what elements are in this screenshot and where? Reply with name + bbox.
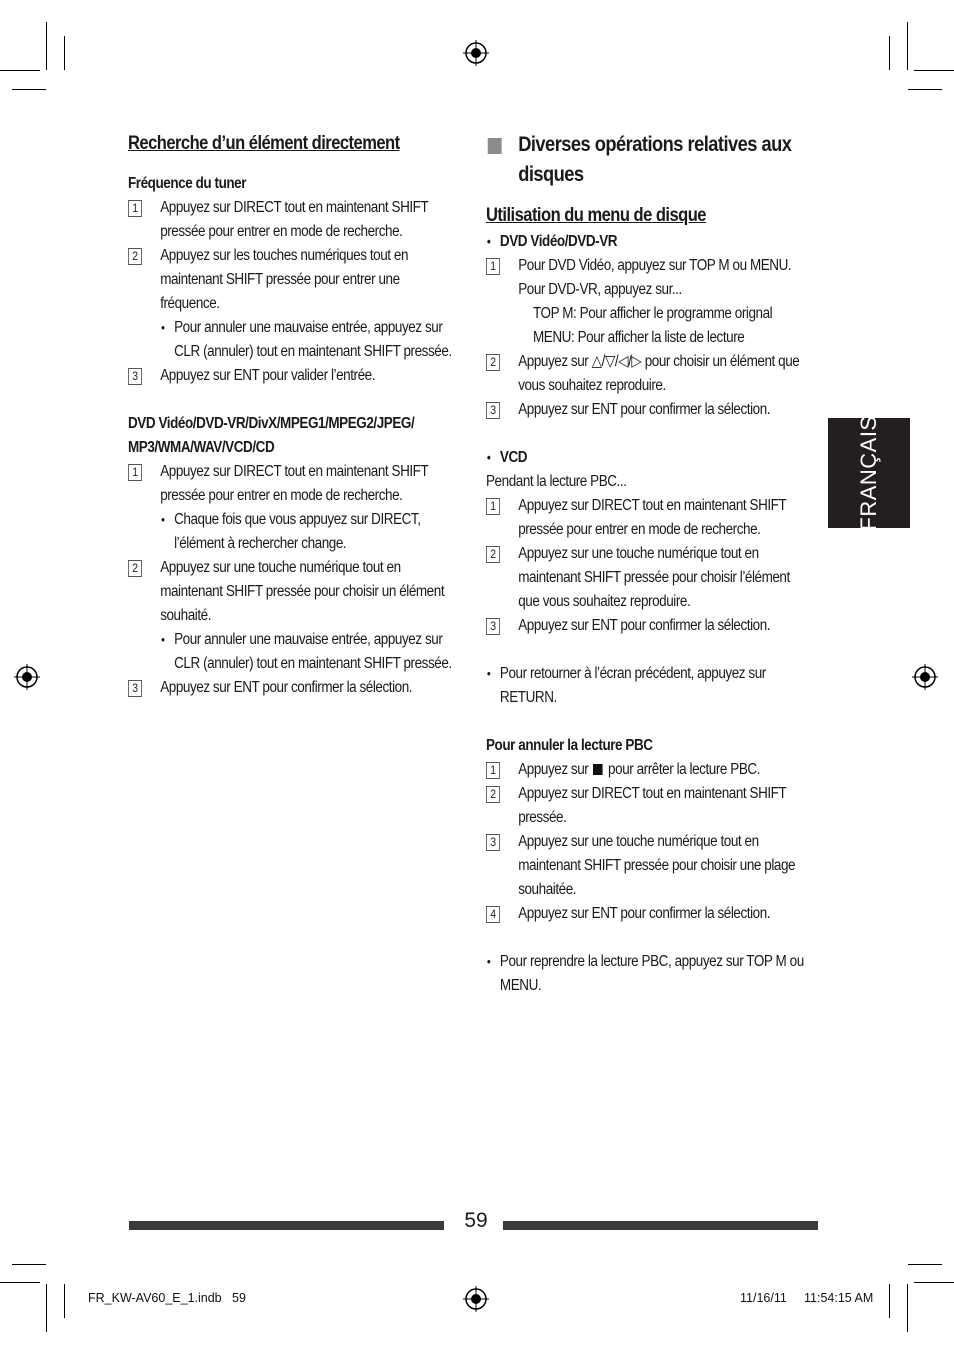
- note-text: Pour reprendre la lecture PBC, appuyez sur TOP M ou MENU.: [499, 953, 804, 994]
- note-bullet: [160, 508, 454, 556]
- crop-mark: [64, 1284, 65, 1318]
- crop-mark: [889, 1284, 890, 1318]
- step-item: [128, 244, 454, 316]
- note-bullet: [160, 628, 454, 676]
- stop-icon: [593, 764, 603, 775]
- crop-mark: [914, 70, 954, 71]
- step-number: 2: [486, 354, 500, 371]
- crop-mark: [907, 1284, 908, 1332]
- language-tab: [828, 415, 910, 531]
- note-bullet: [160, 316, 454, 364]
- step-number: 1: [128, 200, 142, 217]
- step-number: 3: [128, 680, 142, 697]
- step-item: [486, 254, 808, 302]
- page-bar-right: [503, 1221, 818, 1230]
- crop-mark: [908, 1264, 942, 1265]
- option-line: TOP M: Pour afficher le programme orignal: [532, 305, 773, 322]
- page-bar-left: [129, 1221, 444, 1230]
- step-item: [128, 364, 454, 388]
- step-text: Appuyez sur une touche numérique tout en maintenant SHIFT pressée pour choisir l’élément que vous souhaitez reproduire.: [518, 545, 790, 610]
- subsection-title: Fréquence du tuner: [128, 175, 247, 192]
- step-item: [486, 902, 808, 926]
- section-heading: Recherche d’un élément directement: [128, 133, 400, 154]
- step-number: 2: [486, 786, 500, 803]
- crop-mark: [0, 70, 40, 71]
- step-text: Appuyez sur: [518, 761, 589, 778]
- left-column: [128, 130, 463, 700]
- step-text: Appuyez sur: [518, 353, 589, 370]
- step-number: 1: [128, 464, 142, 481]
- step-text: Appuyez sur ENT pour confirmer la sélection.: [518, 401, 771, 418]
- footer-filename: FR_KW-AV60_E_1.indb 59: [88, 1291, 246, 1305]
- step-number: 4: [486, 906, 500, 923]
- note-bullet: [486, 950, 808, 998]
- crop-mark: [12, 89, 46, 90]
- step-item: [486, 782, 808, 830]
- subsection-title: Pour annuler la lecture PBC: [486, 737, 653, 754]
- crop-mark: [908, 89, 942, 90]
- step-number: 3: [486, 402, 500, 419]
- subsection-title: • VCD: [486, 446, 808, 470]
- step-item: [486, 350, 808, 398]
- registration-mark-icon: [912, 664, 938, 690]
- note-text: Pour annuler une mauvaise entrée, appuyez sur CLR (annuler) tout en maintenant SHIFT pressée.: [174, 319, 452, 360]
- crop-mark: [914, 1282, 954, 1283]
- step-text: Appuyez sur DIRECT tout en maintenant SHIFT pressée.: [518, 785, 787, 826]
- subsection-title: • DVD Vidéo/DVD-VR: [486, 230, 808, 254]
- crop-mark: [889, 36, 890, 70]
- crop-mark: [64, 36, 65, 70]
- step-text: pour choisir un élément que vous souhaitez reproduire.: [518, 353, 800, 394]
- step-item: [128, 196, 454, 244]
- arrow-keys-icon: △/▽/◁/▷: [591, 353, 642, 370]
- crop-mark: [46, 1284, 47, 1332]
- crop-mark: [0, 1282, 40, 1283]
- step-text: Appuyez sur une touche numérique tout en maintenant SHIFT pressée pour choisir une plage souhaitée.: [518, 833, 796, 898]
- step-text: Appuyez sur ENT pour confirmer la sélection.: [160, 679, 413, 696]
- step-text: Pour DVD Vidéo, appuyez sur TOP M ou MENU.: [518, 257, 792, 274]
- right-column: [486, 130, 816, 998]
- note-text: Chaque fois que vous appuyez sur DIRECT, l’élément à rechercher change.: [174, 511, 421, 552]
- step-item: [486, 830, 808, 902]
- step-number: 2: [128, 560, 142, 577]
- step-item: [486, 398, 808, 422]
- step-item: [128, 556, 454, 628]
- note-bullet: [486, 662, 808, 710]
- registration-mark-icon: [463, 40, 489, 66]
- step-item: [486, 758, 808, 782]
- intro-text: Pendant la lecture PBC...: [486, 473, 627, 490]
- subsection-title: DVD Vidéo/DVD-VR/DivX/MPEG1/MPEG2/JPEG/ MP3/WMA/WAV/VCD/CD: [128, 415, 415, 456]
- step-number: 2: [486, 546, 500, 563]
- step-text: Appuyez sur les touches numériques tout en maintenant SHIFT pressée pour entrer une fréquence.: [160, 247, 409, 312]
- step-item: [486, 614, 808, 638]
- crop-mark: [907, 22, 908, 70]
- section-marker-icon: [488, 138, 502, 154]
- step-text: Appuyez sur DIRECT tout en maintenant SHIFT pressée pour entrer en mode de recherche.: [160, 463, 429, 504]
- step-number: 3: [486, 834, 500, 851]
- step-text: Appuyez sur ENT pour confirmer la sélection.: [518, 905, 771, 922]
- section-title: Diverses opérations relatives aux disques: [486, 130, 808, 190]
- footer-time: 11:54:15 AM: [804, 1291, 874, 1305]
- step-number: 1: [486, 762, 500, 779]
- step-text: Appuyez sur DIRECT tout en maintenant SHIFT pressée pour entrer en mode de recherche.: [160, 199, 429, 240]
- step-number: 1: [486, 498, 500, 515]
- step-text: pour arrêter la lecture PBC.: [608, 761, 761, 778]
- step-number: 2: [128, 248, 142, 265]
- crop-mark: [12, 1264, 46, 1265]
- section-heading: Utilisation du menu de disque: [486, 205, 706, 226]
- footer-date: 11/16/11: [740, 1291, 787, 1305]
- step-number: 1: [486, 258, 500, 275]
- step-item: [486, 494, 808, 542]
- language-label: FRANÇAIS: [856, 415, 881, 531]
- page-number: 59: [464, 1209, 488, 1232]
- registration-mark-icon: [463, 1286, 489, 1312]
- crop-mark: [46, 22, 47, 70]
- step-text: Appuyez sur une touche numérique tout en maintenant SHIFT pressée pour choisir un élément souhaité.: [160, 559, 445, 624]
- step-number: 3: [486, 618, 500, 635]
- step-item: [128, 676, 454, 700]
- registration-mark-icon: [14, 664, 40, 690]
- step-text: Pour DVD-VR, appuyez sur...: [518, 281, 682, 298]
- note-text: Pour annuler une mauvaise entrée, appuyez sur CLR (annuler) tout en maintenant SHIFT pressée.: [174, 631, 452, 672]
- step-text: Appuyez sur DIRECT tout en maintenant SHIFT pressée pour entrer en mode de recherche.: [518, 497, 787, 538]
- step-number: 3: [128, 368, 142, 385]
- step-text: Appuyez sur ENT pour confirmer la sélection.: [518, 617, 771, 634]
- note-text: Pour retourner à l’écran précédent, appuyez sur RETURN.: [499, 665, 766, 706]
- step-text: Appuyez sur ENT pour valider l’entrée.: [160, 367, 376, 384]
- option-line: MENU: Pour afficher la liste de lecture: [532, 329, 745, 346]
- step-item: [486, 542, 808, 614]
- step-item: [128, 460, 454, 508]
